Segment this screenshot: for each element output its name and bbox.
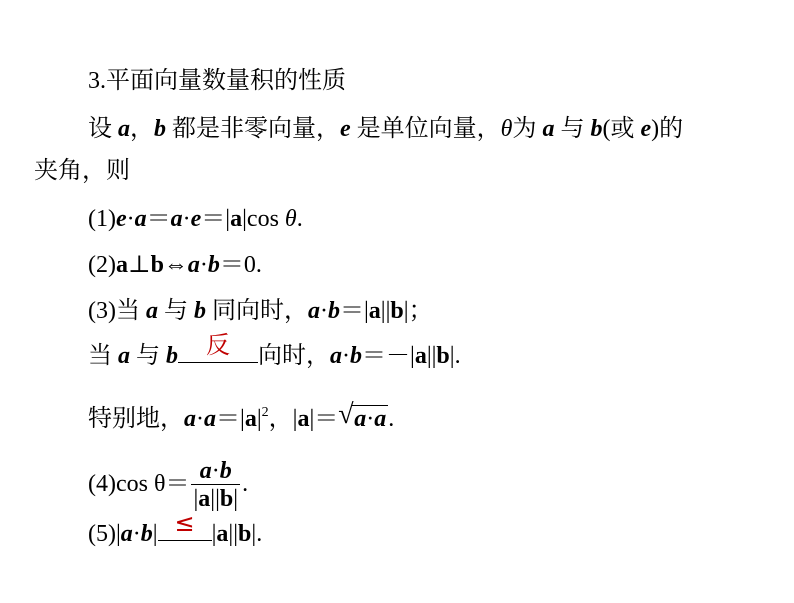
fill-blank-direction xyxy=(178,331,258,363)
intro-line-1: 设 a，b 都是非零向量，e 是单位向量，θ为 a 与 b(或 e)的 xyxy=(88,116,684,142)
sqrt-expression: √ a·a xyxy=(338,399,387,432)
fraction: $\frac{a\cdot b}{|a||b|}$ xyxy=(193,458,239,512)
intro-line-2: 夹角，则 xyxy=(34,158,130,184)
property-3b: 当 a 与 b 反 向时，a·b＝－|a||b|. xyxy=(88,331,461,369)
property-5: (5)|a·b| ≤ |a||b|. xyxy=(88,509,263,547)
property-2: (2)a⊥b⇔a·b＝0. xyxy=(88,252,262,278)
answer-fan: 反 xyxy=(206,331,230,359)
fill-blank-inequality xyxy=(158,509,212,541)
property-4: (4)cos θ＝ $\frac{a\cdot b}{|a||b|}$ . xyxy=(88,458,249,512)
answer-leq: ≤ xyxy=(174,509,195,537)
heading: 3.平面向量数量积的性质 xyxy=(88,68,346,94)
special-case: 特别地，$a\cdot a=|a|^2$，|a|＝ √ a·a. xyxy=(88,399,395,432)
property-1: (1)e·a＝a·e＝|a|cos θ. xyxy=(88,206,303,232)
property-3a: (3)当 a 与 b 同向时，a·b＝|a||b|； xyxy=(88,298,433,324)
